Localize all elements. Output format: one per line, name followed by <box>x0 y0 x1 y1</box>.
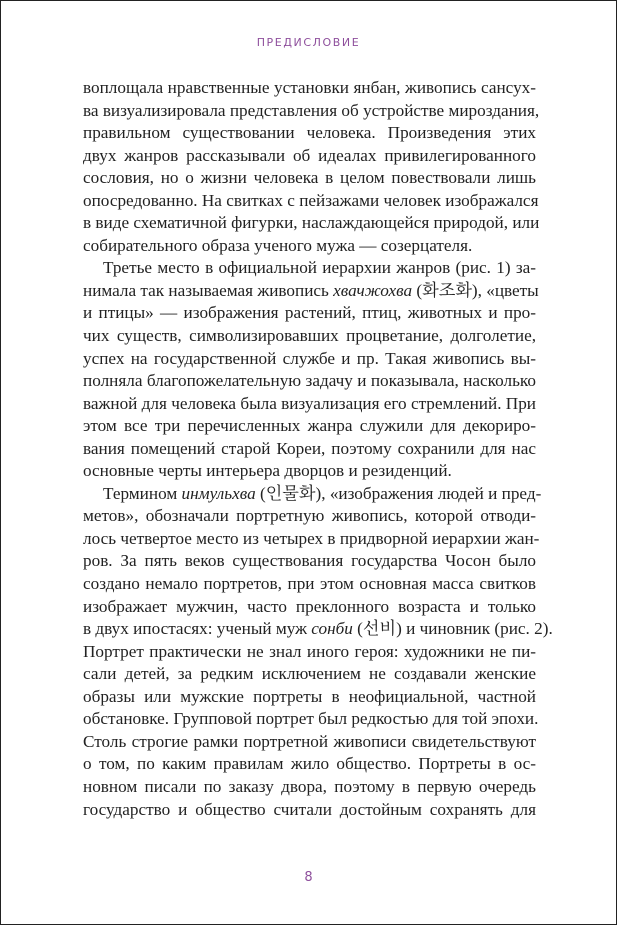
running-header: ПРЕДИСЛОВИЕ <box>256 36 361 49</box>
text-line <box>83 731 536 754</box>
text-run: опосредованно. На свитках с пейзажами человек изображался <box>83 190 539 210</box>
text-line <box>83 663 536 686</box>
text-run: чих существ, символизировавших процветание, долголетие, <box>83 326 536 346</box>
text-line <box>83 145 536 168</box>
text-run: в двух ипостасях: ученый муж <box>83 619 312 639</box>
text-line <box>83 483 542 506</box>
text-run: обстановке. Групповой портрет был редкостью для той эпохи. <box>83 709 539 729</box>
text-line <box>83 708 539 731</box>
text-run: (화조화), «цветы <box>412 280 539 300</box>
text-line <box>83 641 536 664</box>
text-line <box>83 100 540 123</box>
text-run: новном писали по заказу двора, поэтому в первую очередь <box>83 776 536 796</box>
body-text <box>83 77 553 821</box>
page-number: 8 <box>304 870 313 885</box>
text-line <box>83 573 536 596</box>
text-run: правильном существовании человека. Произведения этих <box>83 123 536 143</box>
text-line <box>83 550 536 573</box>
text-run: ров. За пять веков существования государства Чосон было <box>83 551 536 571</box>
text-line <box>83 596 536 619</box>
text-run: важной для человека была визуализация его стремлений. При <box>83 393 536 413</box>
text-run: ва визуализировала представления об устройстве мироздания, <box>83 100 540 120</box>
text-run: (선비) и чиновник (рис. 2). <box>352 619 553 639</box>
text-run: государство и общество считали достойным сохранять для <box>83 799 536 819</box>
text-line <box>83 77 536 100</box>
text-run: Столь строгие рамки портретной живописи свидетельствуют <box>83 731 536 751</box>
text-run: двух жанров рассказывали об идеалах привилегированного <box>83 145 536 165</box>
text-line <box>83 302 536 325</box>
text-line <box>83 348 536 371</box>
text-run: о том, по каким правилам жило общество. Портреты в ос- <box>83 754 536 774</box>
text-run: Третье место в официальной иерархии жанров (рис. 1) за- <box>103 258 536 278</box>
text-line <box>83 460 536 483</box>
text-run: нимала так называемая живопись <box>83 280 334 300</box>
text-line <box>83 799 536 822</box>
text-line <box>83 415 536 438</box>
text-line <box>83 280 539 303</box>
text-line <box>83 618 553 641</box>
text-line <box>83 190 539 213</box>
italic-term: хвачжохва <box>333 280 413 300</box>
text-run: лось четвертое место из четырех в придворной иерархии жан- <box>83 528 540 548</box>
text-run: сословия, но о жизни человека в целом повествовали лишь <box>83 168 536 188</box>
italic-term: инмульхва <box>181 483 256 503</box>
text-run: основные черты интерьера дворцов и резиденций. <box>83 461 452 481</box>
text-run: успех на государственной службе и пр. Такая живопись вы- <box>83 348 536 368</box>
text-run: собирательного образа ученого мужа — созерцателя. <box>83 235 473 255</box>
text-run: создано немало портретов, при этом основная масса свитков <box>83 574 536 594</box>
text-line <box>83 438 536 461</box>
text-run: (인물화), «изображения людей и пред- <box>255 483 542 503</box>
text-line <box>83 325 536 348</box>
text-run: метов», обозначали портретную живопись, которой отводи- <box>83 506 536 526</box>
text-line <box>83 212 540 235</box>
text-line <box>83 505 536 528</box>
text-line <box>83 393 536 416</box>
text-run: в виде схематичной фигурки, наслаждающейся природой, или <box>83 213 540 233</box>
text-run: Портрет практически не знал иного героя: художники не пи- <box>83 641 536 661</box>
text-run: сали детей, за редким исключением не создавали женские <box>83 664 536 684</box>
text-run: и птицы» — изображения растений, птиц, животных и про- <box>83 303 536 323</box>
text-line <box>83 257 536 280</box>
text-run: образы или мужские портреты в неофициальной, частной <box>83 686 536 706</box>
text-run: Термином <box>103 483 182 503</box>
text-run: полняла благопожелательную задачу и показывала, насколько <box>83 371 536 391</box>
text-run: воплощала нравственные установки янбан, живопись сансух- <box>83 78 536 97</box>
text-line <box>83 122 536 145</box>
text-run: изображает мужчин, часто преклонного возраста и только <box>83 596 536 616</box>
text-line <box>83 686 536 709</box>
italic-term: сонби <box>311 619 353 639</box>
text-line <box>83 528 540 551</box>
text-line <box>83 235 536 258</box>
text-line <box>83 753 536 776</box>
text-line <box>83 776 536 799</box>
text-run: вания помещений старой Кореи, поэтому сохранили для нас <box>83 438 536 458</box>
text-line <box>83 370 536 393</box>
text-line <box>83 167 536 190</box>
text-run: этом все три перечисленных жанра служили для декориро- <box>83 416 536 436</box>
